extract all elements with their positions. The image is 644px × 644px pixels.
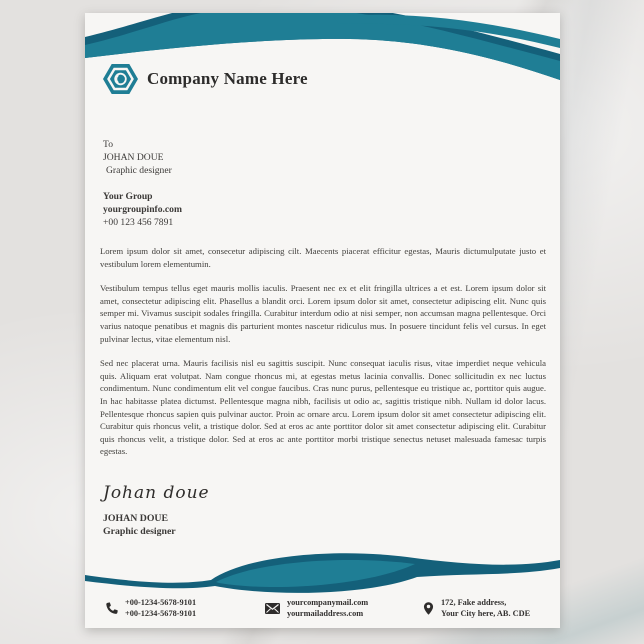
sender-website: yourgroupinfo.com	[103, 204, 182, 215]
envelope-icon	[265, 603, 280, 614]
sender-phone: +00 123 456 7891	[103, 217, 174, 228]
recipient-title: Graphic designer	[106, 165, 172, 176]
location-pin-icon	[423, 601, 434, 616]
signature-title: Graphic designer	[103, 526, 176, 537]
letter-body	[100, 245, 546, 470]
contact-email	[265, 598, 368, 619]
letterhead-header	[103, 62, 308, 96]
contact-address	[423, 598, 530, 619]
to-label: To	[103, 139, 113, 150]
sender-rows	[103, 190, 182, 229]
signature-block	[103, 483, 210, 538]
body-paragraph: Vestibulum tempus tellus eget mauris mollis iaculis. Praesent nec ex et elit fringilla ultrices a et est. Lorem ipsum dolor sit amet, consectetur adipiscing elit. Phasellus a blandit orci. Lorem ipsum dolor sit amet, consectetur adipiscing elit. Nunc quis semper mi. Vivamus suscipit sodales fringilla. Curabitur interdum odio at nisi semper, non accumsan magna pellentesque. Orci varius natoque penatibus et magnis dis parturient montes nascetur ridiculus mus. In posuere tincidunt felis vel cursus. In eget pulvinar lectus, vitae elementum nisl.	[100, 283, 546, 344]
sender-group: Your Group	[103, 191, 153, 202]
email-line-2: yourmailaddress.com	[287, 608, 364, 618]
address-line-1: 172, Fake address,	[441, 598, 507, 607]
contact-phone	[105, 598, 196, 619]
footer-wave-graphic	[85, 543, 560, 603]
body-paragraph: Lorem ipsum dolor sit amet, consecetur adipiscing cilt. Maecents piacerat efficitur egestas, Mauris dictumulputate justo et vestibulum lorem elementumin.	[100, 246, 546, 269]
phone-icon	[105, 602, 118, 615]
signature-script: Johan doue	[103, 483, 210, 503]
signature-name: JOHAN DOUE	[103, 513, 169, 524]
contact-email-text	[287, 598, 368, 619]
body-paragraph: Sed nec placerat urna. Mauris facilisis nisl eu sagittis suscipit. Nunc consequat iaculis risus, vitae imperdiet neque vehicula quis. Aliquam erat volutpat. Nam congue rhoncus mi, at egestas metus lacinia convallis. Donec sollicitudin ex nec luctus condimentum. Nunc condimentum elit vel congue faucibus. Cras nunc purus, pellentesque eu tristique ac, porttitor quis augue. In hac habitasse platea dictumst. Pellentesque magna nibh, facilisis ut odio ac, sagittis tristique nibh. Nullam id dolor lacus. Pellentesque rhoncus sapien quis pulvinar auctor. Proin ac ornare arcu. Lorem ipsum dolor sit amet consectetur adipiscing elit. Curabitur quis rhoncus velit, a tristique dolor. Sed at eros ac ante porttitor dolor sit amet consectetur adipiscing elit. Curabitur quis rhoncus velit, a tristique dolor. Sed at eros ac ante porttitor morbi tristique senectus netuset malesuada famesac turpis egestas.	[100, 358, 546, 457]
recipient-rows	[103, 138, 182, 177]
email-line-1: yourcompanymail.com	[287, 598, 369, 607]
company-name: Company Name Here	[147, 69, 308, 88]
contact-address-text	[441, 598, 530, 619]
recipient-block	[103, 138, 182, 242]
contact-phone-text	[125, 598, 196, 619]
address-line-2: Your City here, AB. CDE	[441, 608, 531, 618]
phone-line-1: +00-1234-5678-9101	[125, 598, 197, 607]
phone-line-2: +00-1234-5678-9101	[125, 608, 197, 618]
recipient-name: JOHAN DOUE	[103, 152, 164, 163]
hexagon-logo-icon	[103, 62, 138, 96]
letterhead-paper	[85, 13, 560, 628]
